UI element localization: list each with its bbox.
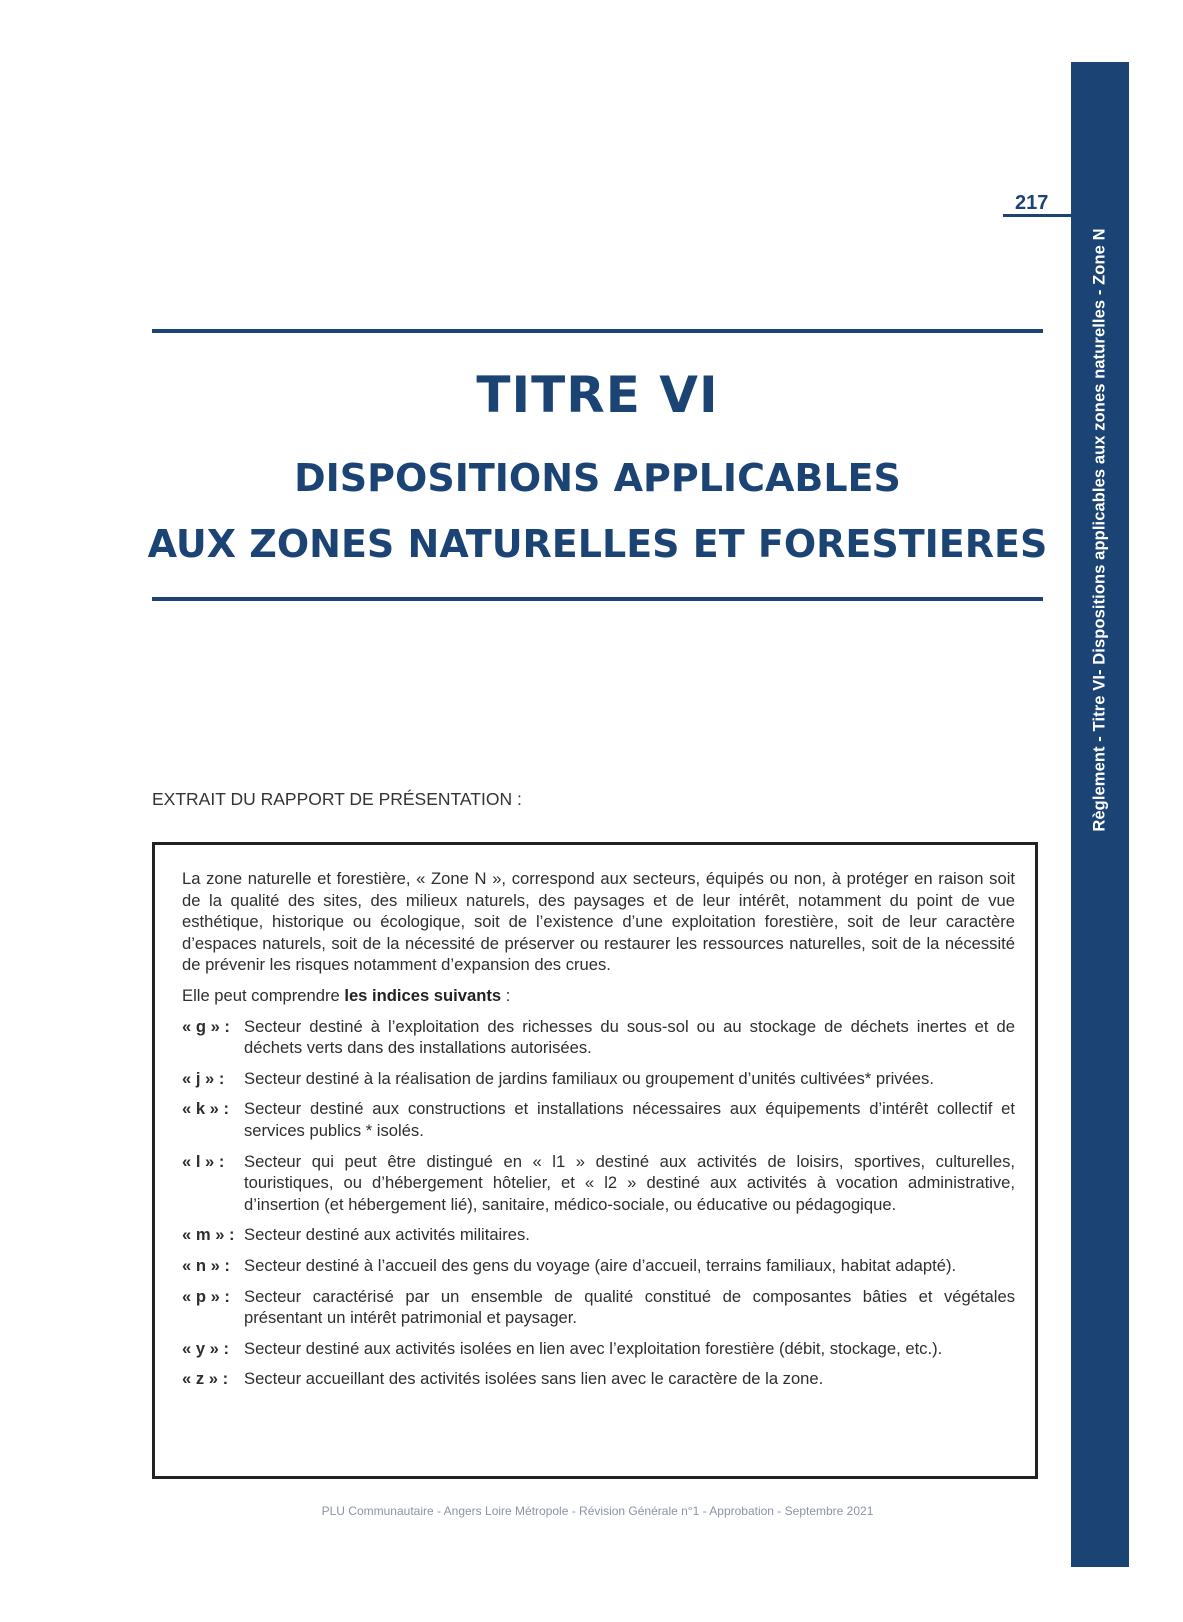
list-item	[182, 1286, 1015, 1329]
page-number-rule	[1003, 214, 1071, 217]
index-description: Secteur destiné à l’accueil des gens du voyage (aire d’accueil, terrains familiaux, habitat adapté).	[244, 1255, 957, 1275]
index-code: « z » :	[182, 1369, 229, 1389]
index-description: Secteur destiné aux activités isolées en lien avec l’exploitation forestière (débit, stockage, etc.).	[244, 1338, 943, 1358]
indices-intro-bold: les indices suivants	[344, 985, 502, 1005]
title-bottom-rule	[152, 597, 1043, 601]
list-item	[182, 1368, 1015, 1390]
index-code: « l » :	[182, 1151, 225, 1171]
index-description: Secteur qui peut être distingué en « l1 » destiné aux activités de loisirs, sportives, culturelles, touristiques, ou d’hébergement hôtelier, et « l2 » destiné aux activités à vocation administrative, d’insertion (et hébergement lié), sanitaire, médico-sociale, ou éducative ou pédagogique.	[244, 1151, 1015, 1214]
list-item	[182, 1338, 1015, 1360]
list-item	[182, 1224, 1015, 1246]
index-description: Secteur caractérisé par un ensemble de qualité constitué de composantes bâties et végétales présentant un intérêt patrimonial et paysager.	[244, 1286, 1015, 1328]
index-code: « p » :	[182, 1286, 230, 1306]
list-item	[182, 1068, 1015, 1090]
extract-label: EXTRAIT DU RAPPORT DE PRÉSENTATION :	[152, 789, 522, 809]
sidebar-running-title: Règlement - Titre VI- Dispositions applicables aux zones naturelles - Zone N	[1090, 228, 1109, 832]
index-code: « j » :	[182, 1068, 225, 1088]
index-description: Secteur destiné aux activités militaires.	[244, 1225, 530, 1245]
extract-content	[182, 868, 1015, 1399]
index-code: « m » :	[182, 1225, 235, 1245]
index-code: « n » :	[182, 1255, 230, 1275]
title-line-1: DISPOSITIONS APPLICABLES	[294, 456, 901, 500]
index-code: « g » :	[182, 1016, 230, 1036]
intro-paragraph: La zone naturelle et forestière, « Zone N », correspond aux secteurs, équipés ou non, à protéger en raison soit de la qualité des sites, des milieux naturels, des paysages et de leur intérêt, notamment du point de vue esthétique, historique ou écologique, soit de l’existence d’une exploitation forestière, soit de leur caractère d’espaces naturels, soit de la nécessité de préserver ou restaurer les ressources naturelles, soit de la nécessité de prévenir les risques notamment d’expansion des crues.	[182, 869, 1015, 975]
title-top-rule	[152, 329, 1043, 333]
page-footer: PLU Communautaire - Angers Loire Métropole - Révision Générale n°1 - Approbation - Septembre 2021	[321, 1504, 874, 1518]
index-description: Secteur destiné à l’exploitation des richesses du sous-sol ou au stockage de déchets inertes et de déchets verts dans des installations autorisées.	[244, 1016, 1015, 1058]
page-number: 217	[1015, 192, 1049, 214]
index-code: « y » :	[182, 1338, 230, 1358]
index-code: « k » :	[182, 1099, 230, 1119]
list-item	[182, 1016, 1015, 1059]
title-line-2: AUX ZONES NATURELLES ET FORESTIERES	[147, 522, 1048, 566]
index-description: Secteur accueillant des activités isolées sans lien avec le caractère de la zone.	[244, 1369, 824, 1389]
indices-intro-suffix: :	[501, 985, 511, 1005]
indices-list	[182, 1016, 1015, 1390]
index-description: Secteur destiné à la réalisation de jardins familiaux ou groupement d’unités cultivées* privées.	[244, 1068, 934, 1088]
list-item	[182, 1151, 1015, 1216]
indices-intro-prefix: Elle peut comprendre	[182, 985, 345, 1005]
indices-intro	[182, 985, 1015, 1007]
list-item	[182, 1255, 1015, 1277]
title-main: TITRE VI	[476, 366, 719, 424]
extract-box	[152, 842, 1038, 1479]
index-description: Secteur destiné aux constructions et installations nécessaires aux équipements d’intérêt collectif et services publics * isolés.	[244, 1099, 1015, 1140]
list-item	[182, 1098, 1015, 1141]
